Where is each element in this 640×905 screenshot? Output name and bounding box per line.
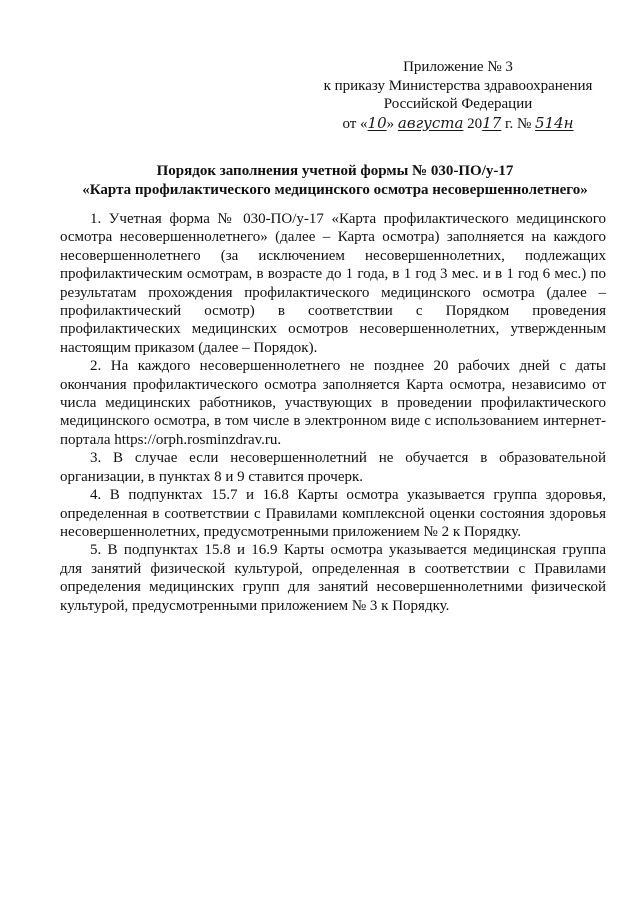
title-line-2: «Карта профилактического медицинского осмотра несовершеннолетнего» — [82, 182, 588, 198]
document-title — [60, 162, 610, 200]
handwritten-month: августа — [397, 113, 464, 132]
handwritten-year: 17 — [482, 113, 502, 132]
annex-number: Приложение № 3 — [403, 59, 513, 75]
annex-federation: Российской Федерации — [383, 96, 533, 112]
paragraph-5: 5. В подпунктах 15.8 и 16.9 Карты осмотра указывается медицинская группа для занятий физической культурой, определенная в соответствии с Правилами определения медицинских групп для занятий несовершеннолетними физической культурой, предусмотренными приложением № 3 к Порядку. — [60, 542, 606, 614]
paragraph-2: 2. На каждого несовершеннолетнего не позднее 20 рабочих дней с даты окончания профилактического осмотра заполняется Карта осмотра, независимо от числа медицинских работников, участвующих в проведении профилактического медицинского осмотра, в том числе в электронном виде с использованием интернет-портала https://orph.rosminzdrav.ru. — [60, 358, 606, 448]
paragraph-4: 4. В подпунктах 15.7 и 16.8 Карты осмотра указывается группа здоровья, определенная в соответствии с Правилами комплексной оценки состояния здоровья несовершеннолетних, предусмотренными приложением № 2 к Порядку. — [60, 487, 606, 540]
title-line-1: Порядок заполнения учетной формы № 030-ПО/у-17 — [156, 163, 514, 179]
annex-order-ref: к приказу Министерства здравоохранения — [323, 77, 593, 94]
number-label: г. № — [505, 115, 532, 132]
handwritten-day: 10 — [367, 113, 387, 132]
document-body — [60, 210, 606, 615]
date-prefix: от « — [342, 115, 368, 132]
year-prefix: 20 — [467, 115, 483, 132]
paragraph-3: 3. В случае если несовершеннолетний не обучается в образовательной организации, в пунктах 8 и 9 ставится прочерк. — [60, 450, 606, 485]
annex-block — [308, 58, 608, 133]
date-mid: » — [386, 115, 395, 132]
paragraph-1: 1. Учетная форма № 030-ПО/у-17 «Карта профилактического медицинского осмотра несовершеннолетнего» (далее – Карта осмотра) заполняется на каждого несовершеннолетнего (за исключением несовершеннолетних, подлежащих профилактическим осмотрам, в возрасте до 1 года, в 1 год 3 мес. и в 1 год 6 мес.) по результатам прохождения профилактического медицинского осмотра (далее – профилактический осмотр) в соответствии с Порядком проведения профилактических медицинских осмотров несовершеннолетних, утвержденным настоящим приказом (далее – Порядок). — [60, 211, 606, 356]
annex-date-line — [308, 114, 608, 134]
handwritten-order-number: 514н — [535, 113, 574, 132]
